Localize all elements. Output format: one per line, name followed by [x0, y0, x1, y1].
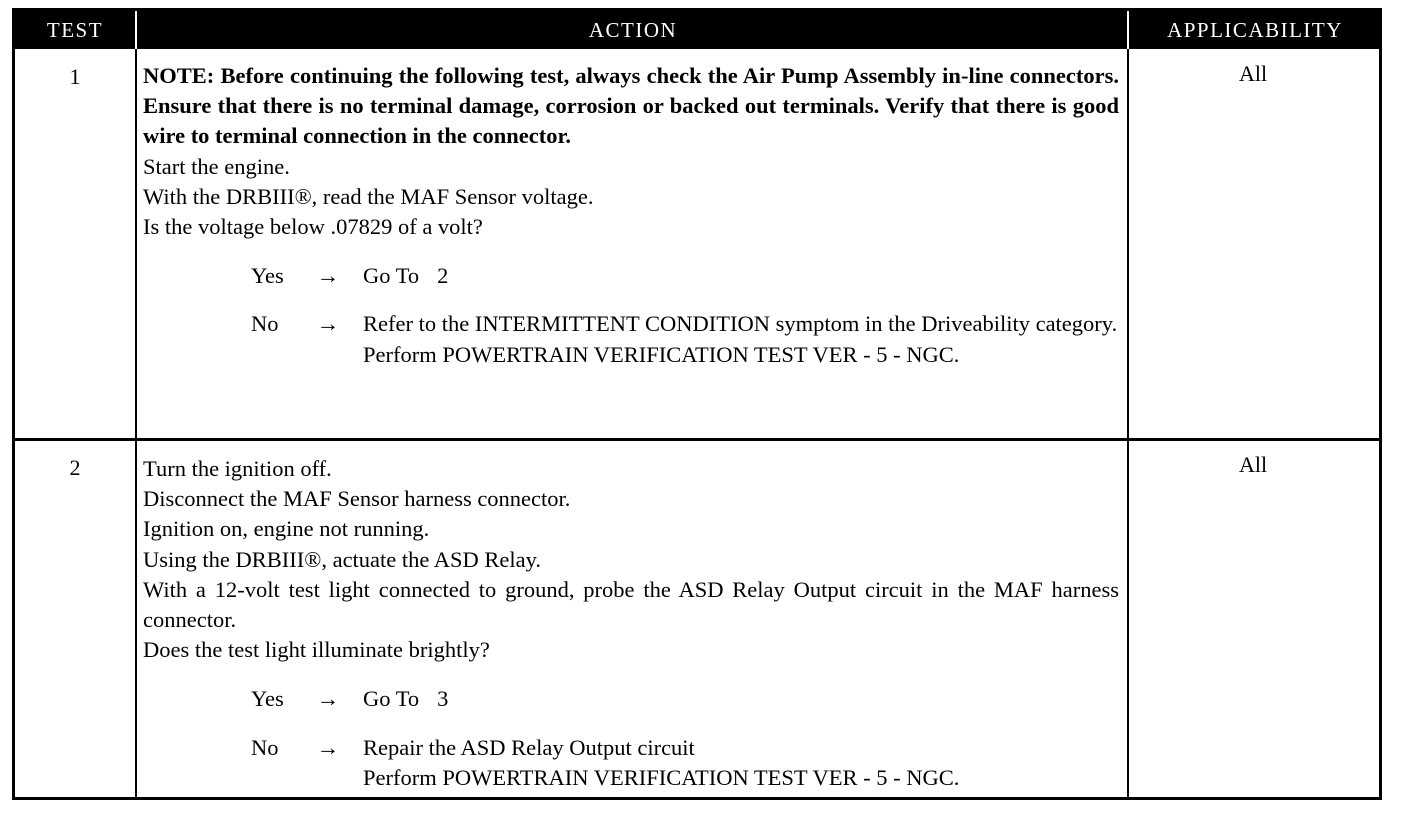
diagnostic-test-table	[12, 8, 1382, 800]
header-action: ACTION	[588, 18, 678, 42]
header-test: TEST	[46, 18, 104, 42]
yes-option	[143, 684, 1119, 714]
row-divider	[15, 438, 1379, 441]
step-text: Disconnect the MAF Sensor harness connector.	[143, 486, 571, 512]
no-label: No	[251, 311, 279, 337]
step-text: Turn the ignition off.	[143, 456, 332, 481]
no-label: No	[251, 734, 279, 760]
applicability-value: All	[1238, 61, 1268, 86]
right-arrow-icon: →	[316, 311, 340, 337]
no-option	[143, 733, 1119, 793]
no-action-text: Repair the ASD Relay Output circuit	[363, 734, 695, 760]
test-action-2	[143, 454, 1119, 793]
note-text: NOTE: Before continuing the following test, always check the Air Pump Assembly in-line connectors. Ensure that there is no terminal damage, corrosion or backed out terminals. Verify that there is good wire to terminal connection in the connector.	[143, 63, 1119, 149]
applicability-value: All	[1238, 452, 1268, 477]
yes-label: Yes	[251, 262, 284, 288]
test-action-1	[143, 61, 1119, 370]
step-text: Using the DRBIII®, actuate the ASD Relay.	[143, 546, 542, 572]
right-arrow-icon: →	[316, 734, 340, 760]
goto-label: Go To	[363, 262, 420, 288]
column-divider	[1127, 49, 1129, 797]
step-text: Does the test light illuminate brightly?	[143, 637, 490, 663]
column-divider	[135, 49, 137, 797]
no-action-text: Perform POWERTRAIN VERIFICATION TEST VER - 5 - NGC.	[363, 764, 960, 790]
no-action-text: Perform POWERTRAIN VERIFICATION TEST VER - 5 - NGC.	[363, 341, 960, 367]
step-text: Ignition on, engine not running.	[143, 516, 430, 542]
step-text: Start the engine.	[143, 153, 290, 179]
goto-label: Go To	[363, 685, 420, 711]
yes-option	[143, 261, 1119, 291]
no-action-text: Refer to the INTERMITTENT CONDITION symptom in the Driveability category.	[363, 311, 1118, 337]
yes-label: Yes	[251, 685, 284, 711]
table-header	[15, 11, 1379, 49]
step-text: With the DRBIII®, read the MAF Sensor voltage.	[143, 183, 594, 209]
right-arrow-icon: →	[316, 685, 340, 711]
step-text: Is the voltage below .07829 of a volt?	[143, 214, 483, 240]
right-arrow-icon: →	[316, 262, 340, 288]
goto-target: 2	[437, 262, 449, 288]
header-applicability: APPLICABILITY	[1167, 18, 1343, 42]
no-option	[143, 309, 1119, 369]
header-divider	[1127, 11, 1129, 49]
step-text: With a 12-volt test light connected to ground, probe the ASD Relay Output circuit in the MAF harness connector.	[143, 576, 1119, 633]
goto-target: 3	[437, 685, 449, 711]
test-number: 1	[69, 64, 81, 89]
test-number: 2	[69, 455, 81, 480]
